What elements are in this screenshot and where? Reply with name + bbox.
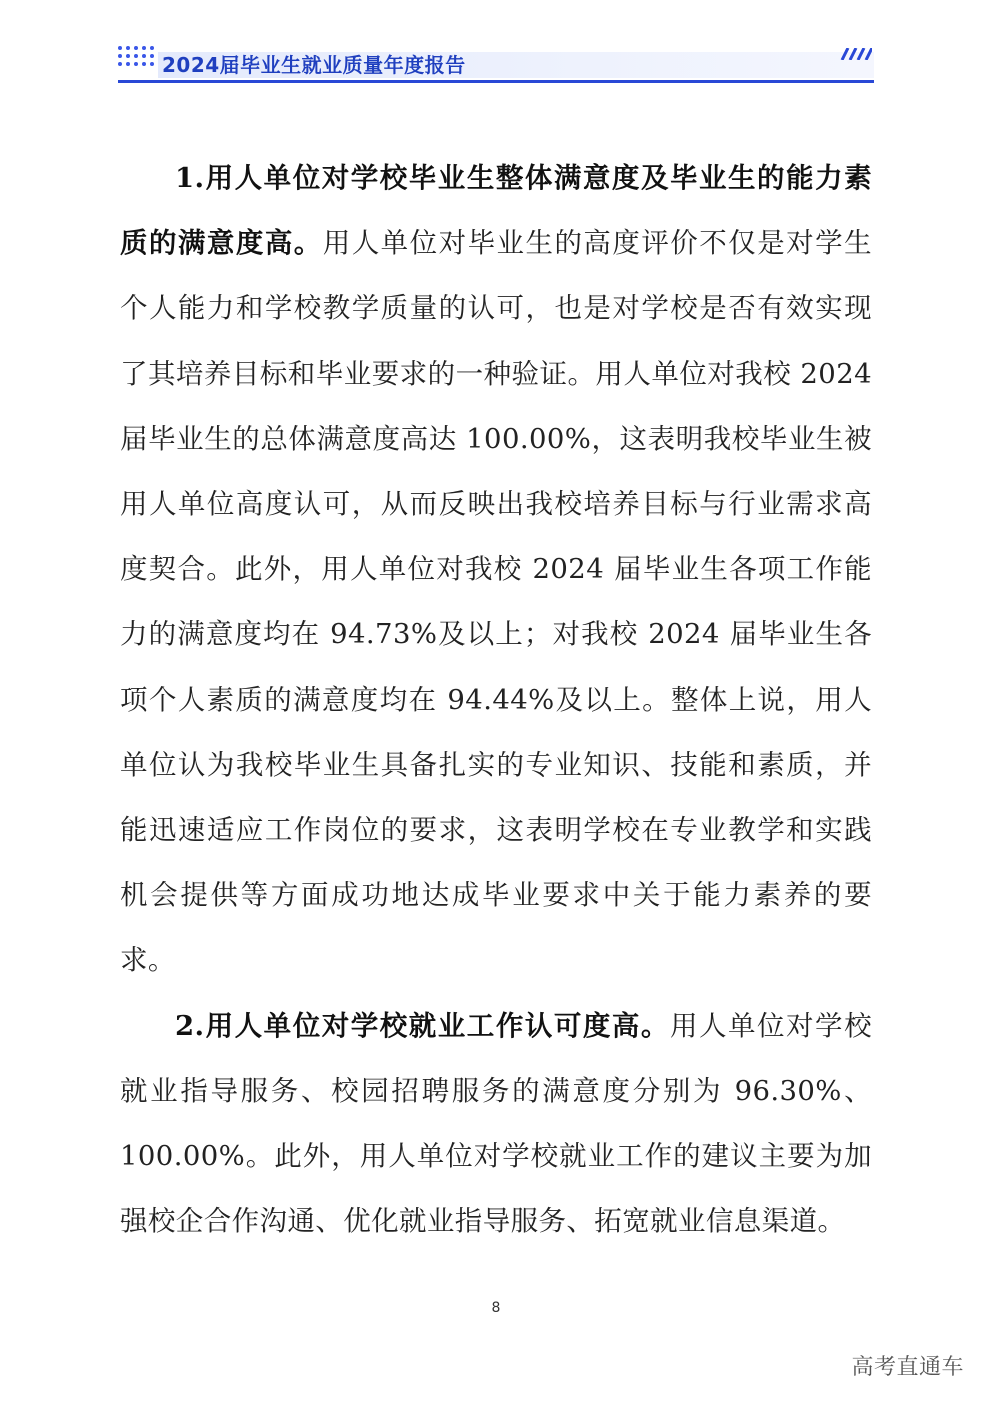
paragraph-lead: 1.用人单位对学校毕业生整体满意度及毕业生的能力素质的满意度高。	[120, 162, 872, 260]
slash-decoration-icon	[838, 48, 872, 60]
page-header	[118, 44, 874, 84]
paragraph-employment-service	[120, 994, 872, 1255]
dot-grid-icon	[118, 46, 154, 72]
page-number: 8	[491, 1300, 501, 1316]
paragraph-text: 用人单位对毕业生的高度评价不仅是对学生个人能力和学校教学质量的认可，也是对学校是否有效实现了其培养目标和毕业要求的一种验证。用人单位对我校 2024 届毕业生的总体满意度高达 100.00%，这表明我校毕业生被用人单位高度认可，从而反映出我校培养目标与行业需求高度契合。此外，用人单位对我校 2024 届毕业生各项工作能力的满意度均在 94.73%及以上；对我校 2024 届毕业生各项个人素质的满意度均在 94.44%及以上。整体上说，用人单位认为我校毕业生具备扎实的专业知识、技能和素质，并能迅速适应工作岗位的要求，这表明学校在专业教学和实践机会提供等方面成功地达成毕业要求中关于能力素养的要求。	[120, 227, 872, 977]
header-rule	[118, 80, 874, 83]
report-title: 2024届毕业生就业质量年度报告	[162, 53, 466, 77]
paragraph-employer-satisfaction	[120, 146, 872, 994]
source-watermark: 高考直通车	[851, 1355, 964, 1380]
paragraph-text: 用人单位对学校就业指导服务、校园招聘服务的满意度分别为 96.30%、100.00%。此外，用人单位对学校就业工作的建议主要为加强校企合作沟通、优化就业指导服务、拓宽就业信息渠道。	[120, 1009, 872, 1238]
paragraph-lead: 2.用人单位对学校就业工作认可度高。	[175, 1009, 670, 1042]
report-body	[120, 146, 872, 1254]
